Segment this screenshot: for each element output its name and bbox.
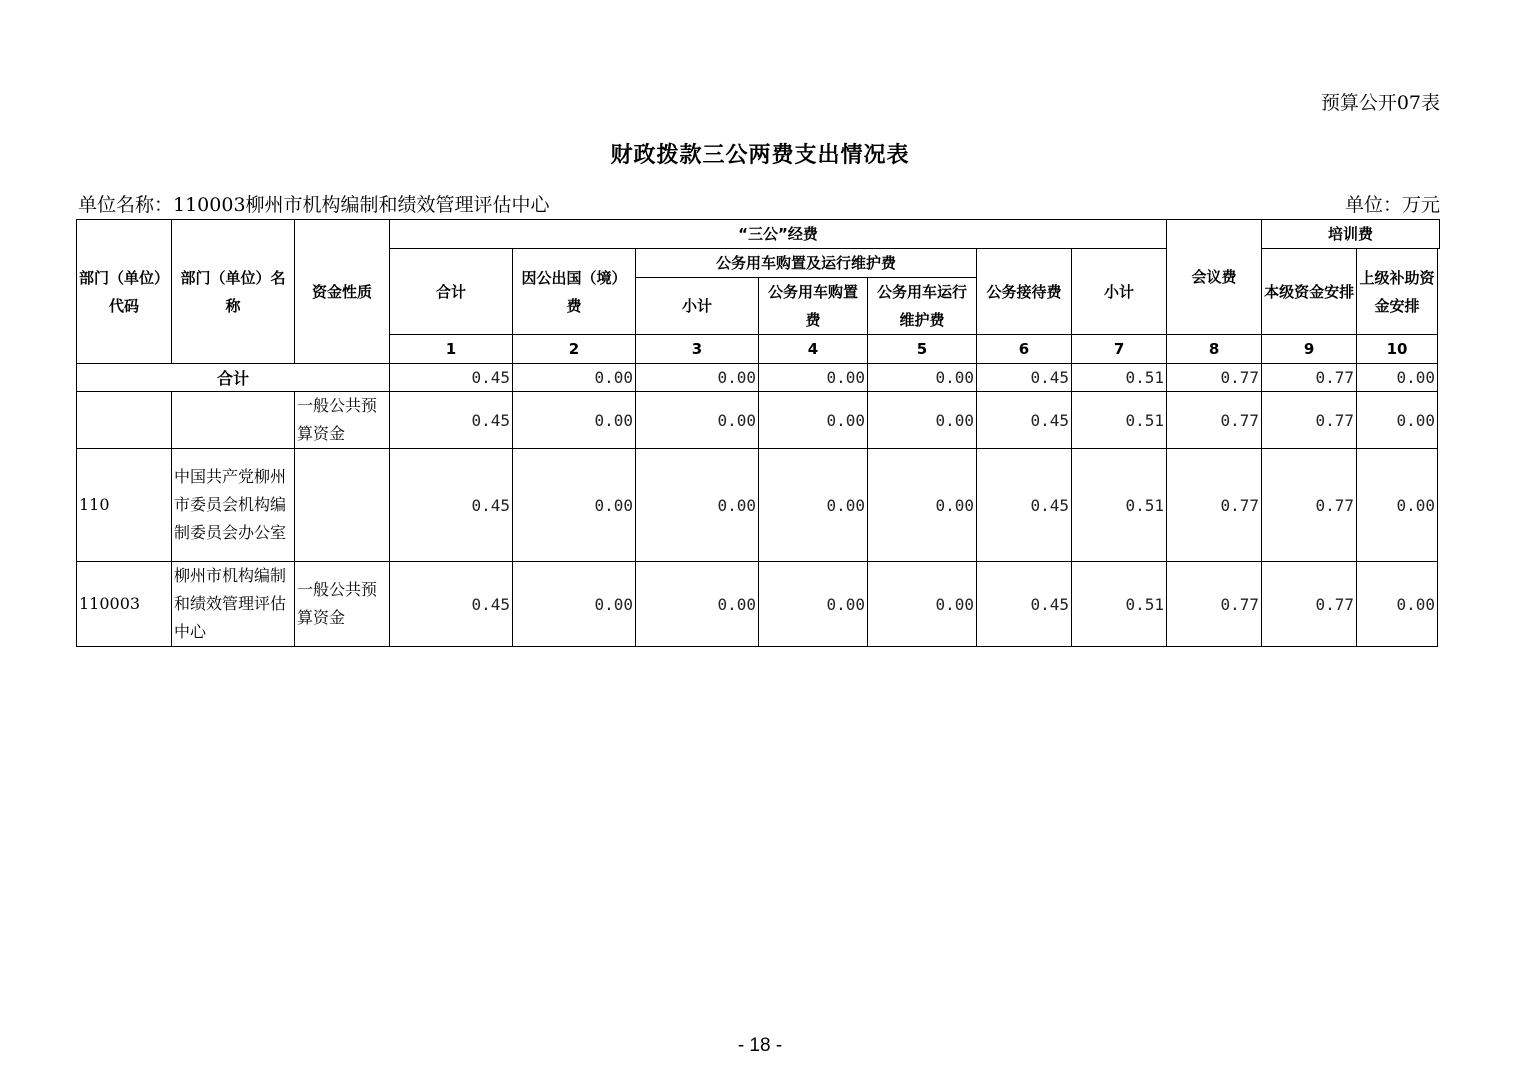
table-cell: 0.00 [513,392,636,449]
col-number: 1 [390,335,513,364]
col-dept-code: 部门（单位）代码 [77,220,172,364]
table-cell: 0.00 [636,364,759,392]
col-fund-type: 资金性质 [295,220,390,364]
table-cell: 0.51 [1072,562,1167,647]
col-meeting: 会议费 [1167,220,1262,335]
table-cell: 0.00 [513,449,636,562]
table-cell: 0.77 [1167,364,1262,392]
fund-type-cell [295,449,390,562]
table-cell: 0.51 [1072,392,1167,449]
table-cell: 0.00 [513,562,636,647]
table-row-total [77,364,1440,392]
col-training-local: 本级资金安排 [1262,249,1357,335]
col-abroad: 因公出国（境）费 [513,249,636,335]
table-cell: 0.77 [1262,449,1357,562]
table-cell: 0.00 [1357,562,1438,647]
table-row [77,449,1440,562]
table-cell: 0.51 [1072,449,1167,562]
col-number: 8 [1167,335,1262,364]
table-cell: 0.51 [1072,364,1167,392]
table-cell: 0.00 [1357,449,1438,562]
table-cell: 0.00 [868,364,977,392]
table-cell: 0.45 [977,392,1072,449]
table-row [77,392,1440,449]
col-training-subtotal: 小计 [1072,249,1167,335]
table-cell: 0.45 [390,562,513,647]
table-cell: 0.00 [868,562,977,647]
dept-code-cell: 110003 [77,562,172,647]
table-cell: 0.00 [759,562,868,647]
total-label: 合计 [77,364,390,392]
table-cell: 0.77 [1262,562,1357,647]
col-number: 10 [1357,335,1438,364]
dept-name-cell: 柳州市机构编制和绩效管理评估中心 [172,562,295,647]
table-cell: 0.77 [1167,449,1262,562]
table-code: 预算公开07表 [1320,92,1440,114]
table-cell: 0.77 [1262,392,1357,449]
col-number: 4 [759,335,868,364]
col-vehicle-purchase: 公务用车购置费 [759,278,868,335]
table-cell: 0.00 [636,562,759,647]
table-cell: 0.00 [636,449,759,562]
page-title: 财政拨款三公两费支出情况表 [610,142,910,168]
table-row [77,562,1440,647]
table-cell: 0.45 [390,364,513,392]
table-cell: 0.00 [868,392,977,449]
table-cell: 0.00 [513,364,636,392]
col-number: 2 [513,335,636,364]
page-number: - 18 - [737,1035,783,1056]
table-cell: 0.00 [759,392,868,449]
table-cell: 0.00 [759,449,868,562]
table-cell: 0.45 [977,364,1072,392]
table-cell: 0.00 [636,392,759,449]
unit-label: 单位：万元 [1344,194,1440,216]
col-sangong-group: “三公”经费 [390,220,1167,249]
col-vehicle-subtotal: 小计 [636,278,759,335]
table-cell: 0.77 [1167,392,1262,449]
table-cell: 0.00 [1357,364,1438,392]
dept-name-cell [172,392,295,449]
dept-name-cell: 中国共产党柳州市委员会机构编制委员会办公室 [172,449,295,562]
table-cell: 0.45 [390,392,513,449]
fund-type-cell: 一般公共预算资金 [295,562,390,647]
col-training-superior: 上级补助资金安排 [1357,249,1438,335]
col-training-group: 培训费 [1262,220,1440,249]
col-number: 5 [868,335,977,364]
table-cell: 0.00 [759,364,868,392]
col-dept-name: 部门（单位）名称 [172,220,295,364]
col-number: 9 [1262,335,1357,364]
table-cell: 0.45 [977,449,1072,562]
expense-table [76,219,1440,647]
col-vehicle-group: 公务用车购置及运行维护费 [636,249,977,278]
col-reception: 公务接待费 [977,249,1072,335]
dept-code-cell: 110 [77,449,172,562]
table-cell: 0.00 [1357,392,1438,449]
col-total: 合计 [390,249,513,335]
table-cell: 0.45 [977,562,1072,647]
table-cell: 0.00 [868,449,977,562]
col-number: 6 [977,335,1072,364]
col-number: 7 [1072,335,1167,364]
col-number: 3 [636,335,759,364]
table-cell: 0.77 [1262,364,1357,392]
dept-code-cell [77,392,172,449]
col-vehicle-operation: 公务用车运行维护费 [868,278,977,335]
table-cell: 0.45 [390,449,513,562]
unit-name: 单位名称：110003柳州市机构编制和绩效管理评估中心 [78,194,550,216]
table-cell: 0.77 [1167,562,1262,647]
fund-type-cell: 一般公共预算资金 [295,392,390,449]
